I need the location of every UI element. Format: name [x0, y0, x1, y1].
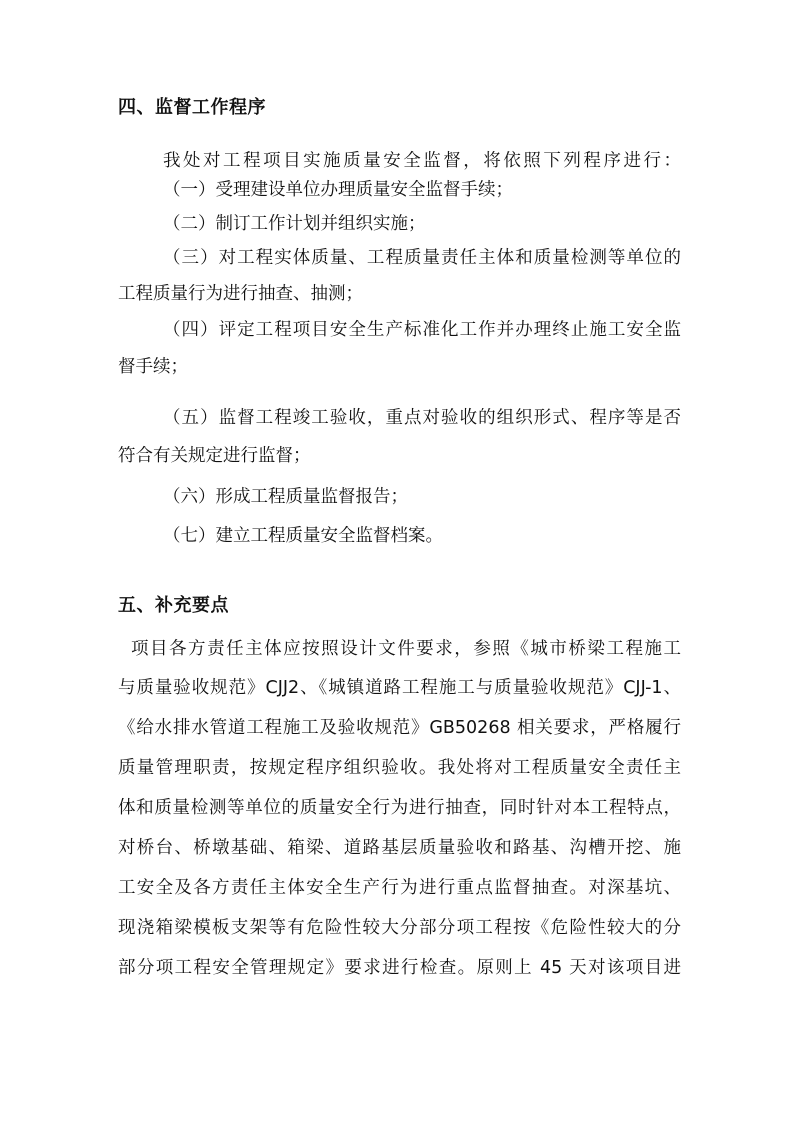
step-line-4-cont: 督手续；	[118, 357, 188, 377]
step-line-4: （四）评定工程项目安全生产标准化工作并办理终止施工安全监	[163, 320, 681, 340]
section-5-heading: 五、补充要点	[118, 595, 229, 616]
step-line-5: （五）监督工程竣工验收，重点对验收的组织形式、程序等是否	[163, 408, 681, 428]
section-5-line-2: 与质量验收规范》CJJ2、《城镇道路工程施工与质量验收规范》CJJ-1、	[118, 678, 681, 698]
section-5-line-5: 体和质量检测等单位的质量安全行为进行抽查，同时针对本工程特点，	[118, 798, 681, 818]
step-line-6: （六）形成工程质量监督报告；	[163, 487, 408, 507]
section-5-line-9: 部分项工程安全管理规定》要求进行检查。原则上 45 天对该项目进	[118, 958, 681, 978]
section-5-line-6: 对桥台、桥墩基础、箱梁、道路基层质量验收和路基、沟槽开挖、施	[118, 838, 681, 858]
section-5-line-8: 现浇箱梁模板支架等有危险性较大分部分项工程按《危险性较大的分	[118, 918, 681, 938]
step-line-1: （一）受理建设单位办理质量安全监督手续；	[163, 180, 513, 200]
section-5-line-3: 《给水排水管道工程施工及验收规范》GB50268 相关要求，严格履行	[118, 718, 681, 738]
step-line-5-cont: 符合有关规定进行监督；	[118, 446, 311, 466]
section-4-heading: 四、监督工作程序	[118, 97, 266, 118]
step-line-2: （二）制订工作计划并组织实施；	[163, 214, 426, 234]
step-line-3-cont: 工程质量行为进行抽查、抽测；	[118, 284, 363, 304]
section-5-line-4: 质量管理职责，按规定程序组织验收。我处将对工程质量安全责任主	[118, 758, 681, 778]
section-4-intro: 我处对工程项目实施质量安全监督，将依照下列程序进行：	[163, 151, 681, 171]
step-line-7: （七）建立工程质量安全监督档案。	[163, 526, 443, 546]
section-5-line-7: 工安全及各方责任主体安全生产行为进行重点监督抽查。对深基坑、	[118, 878, 681, 898]
step-line-3: （三）对工程实体质量、工程质量责任主体和质量检测等单位的	[163, 248, 681, 268]
section-5-line-1: 项目各方责任主体应按照设计文件要求，参照《城市桥梁工程施工	[131, 639, 681, 659]
